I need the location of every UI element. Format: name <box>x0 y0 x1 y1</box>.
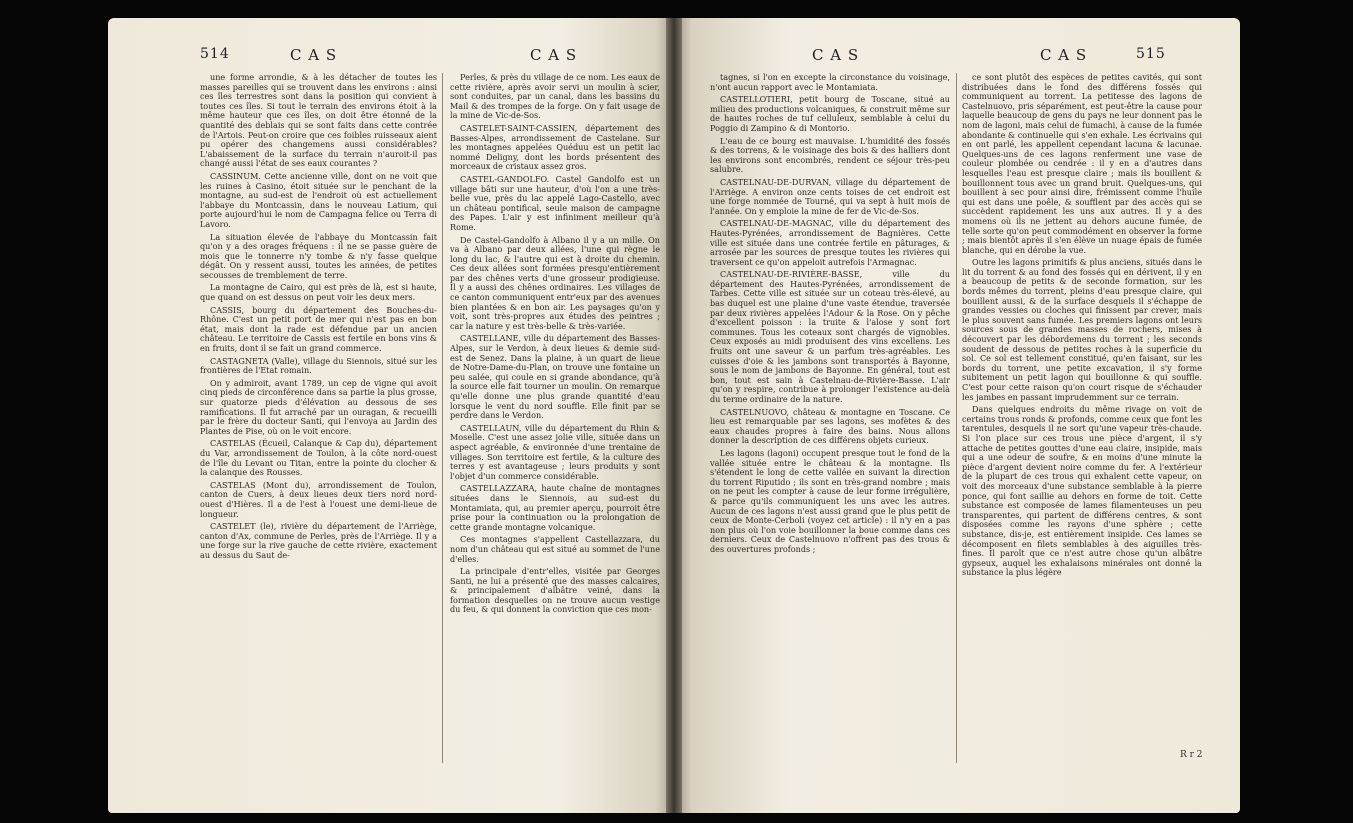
paragraph: CASTELLAUN, ville du département du Rhin & Moselle. C'est une assez jolie ville, située dans un aspect agréable, & environnée d'une trentaine de villages. Son territoire est fertile, & la culture des terres y est avantageuse ; leurs produits y sont l'objet d'un commerce considérable. <box>450 422 660 481</box>
paragraph: CASTELET-SAINT-CASSIEN, département des Basses-Alpes, arrondissement de Castelane. Sur les montagnes appelées Quéduu est un petit lac nommé Deligny, dont les bords présentent des morceaux de cristaux assez gros. <box>450 122 660 172</box>
paragraph: CASTELLAZZARA, haute chaîne de montagnes situées dans le Siennois, au sud-est du Montamiata, qui, au premier aperçu, pourroit être prise pour la continuation ou la prolongation de cette grande montagne volcanique. <box>450 483 660 532</box>
paragraph: CASTAGNETA (Valle), village du Siennois, situé sur les frontières de l'Etat romain. <box>200 355 437 376</box>
paragraph: De Castel-Gandolfo à Albano il y a un mille. On va à Albano par deux allées, l'une qui règne le long du lac, & l'autre qui est à droite du chemin. Ces deux allées sont formées presqu'entièrement par des chênes verts d'une grosseur prodigieuse. Il y a aussi des chênes ordinaires. Les villages de ce canton communiquent entr'eux par des avenues bien plantées & en bon air. Les paysages qu'on y voit, sont très-propres aux études des peintres ; car la nature y est très-belle & très-variée. <box>450 234 660 331</box>
paragraph: Perles, & près du village de ce nom. Les eaux de cette rivière, après avoir servi un moulin à scier, sont conduites, par un canal, dans les bassins du Mail & des trompes de la forge. On y fait usage de la mine de Vic-de-Sos. <box>450 73 660 121</box>
paragraph: CASTELAS (Écueil, Calanque & Cap du), département du Var, arrondissement de Toulon, à la côte nord-ouest de l'île du Levant ou Titan, entre la pointe du clocher & la calanque des Rousses. <box>200 438 437 478</box>
paragraph: La montagne de Cairo, qui est près de là, est si haute, que quand on est dessus on peut voir les deux mers. <box>200 282 437 303</box>
paragraph: tagnes, si l'on en excepte la circonstance du voisinage, n'ont aucun rapport avec le Montamiata. <box>710 73 950 92</box>
paragraph: Les lagons (lagoni) occupent presque tout le fond de la vallée située entre le château & la montagne. Ils s'étendent le long de cette vallée en suivant la direction du torrent Riputido ; ils sont en très-grand nombre ; mais on ne peut les compter à cause de leur forme irrégulière, & parce qu'ils communiquent les uns avec les autres. Aucun de ces lagons n'est aussi grand que le plus petit de ceux de Monte-Cerboli (voyez cet article) : il n'y en a pas non plus où l'on voie bouillonner la boue comme dans ces derniers. Ceux de Castelnuovo n'offrent pas des trous & des ouvertures profonds ; <box>710 447 950 554</box>
left-column-2 <box>450 73 660 763</box>
right-column-2 <box>962 73 1202 745</box>
paragraph: CASTELLOTIERI, petit bourg de Toscane, situé au milieu des productions volcaniques, & construit même sur de hautes roches de tuf celluleux, semblable à celui du Poggio di Zampino & di Montorio. <box>710 94 950 133</box>
paragraph: CASTELET (le), rivière du département de l'Arriège, canton d'Ax, commune de Perles, près de l'Arriège. Il y a une forge sur la rive gauche de cette rivière, exactement au dessus du Saut de- <box>200 521 437 560</box>
right-header-right: C A S <box>1040 46 1088 64</box>
right-header-left: C A S <box>812 46 860 64</box>
paragraph: CASTELLANE, ville du département des Basses-Alpes, sur le Verdon, à deux lieues & demie sud-est de Senez. Dans la plaine, à un quart de lieue de Notre-Dame-du-Plan, on trouve une fontaine un peu salée, qui coule en si grande abondance, qu'à la source elle fait tourner un moulin. On remarque qu'elle donne une plus grande quantité d'eau lorsque le vent du nord souffle. Elle finit par se perdre dans le Verdon. <box>450 333 660 421</box>
left-header-right: C A S <box>530 46 578 64</box>
paragraph: CASSIS, bourg du département des Bouches-du-Rhône. C'est un petit port de mer qui n'est pas en bon état, mais dont la rade est défendue par un ancien château. Le territoire de Cassis est fertile en bons vins & en fruits, dont il se fait un grand commerce. <box>200 304 437 354</box>
paragraph: L'eau de ce bourg est mauvaise. L'humidité des fossés & des torrens, & le voisinage des bois & des halliers dont les environs sont encombrés, rendent ce séjour très-peu salubre. <box>710 135 950 175</box>
paragraph: On y admiroit, avant 1789, un cep de vigne qui avoit cinq pieds de circonférence dans sa partie la plus grosse, sur quatorze pieds d'élévation au dessous de ses ramifications. Il fut arraché par un ouragan, & recueilli par le frère du docteur Santi, qui l'envoya au Jardin des Plantes de Pise, où on le voit encore. <box>200 377 437 436</box>
paragraph: CASSINUM. Cette ancienne ville, dont on ne voit que les ruines à Casino, étoit située sur le penchant de la montagne, au sud-est de l'endroit où est actuellement l'abbaye du Montcassin, dans le nouveau Latium, qui porte aujourd'hui le nom de Campagna felice ou Terra di Lavoro. <box>200 170 437 229</box>
right-column-1 <box>710 73 950 763</box>
paragraph: La situation élevée de l'abbaye du Montcassin fait qu'on y a des orages fréquens : il ne se passe guère de mois que le tonnerre n'y tombe & n'y fasse quelque dégât. On y ressent aussi, toutes les années, de petites secousses de tremblement de terre. <box>200 231 437 280</box>
paragraph: ce sont plutôt des espèces de petites cavités, qui sont distribuées dans le fond des différens fossés qui communiquent au torrent. La petitesse des lagons de Castelnuovo, pris séparément, est peut-être la cause pour laquelle beaucoup de gens du pays ne leur donnent pas le nom de lagoni, mais celui de fumachi, à cause de la fumée abondante & continuelle qui s'en exhale. Les écrivains qui en ont parlé, les appellent cependant lacuna & lacunae. Quelques-uns de ces lagons renferment une vase de couleur plombée ou cendrée : il y en a d'autres dans lesquelles l'eau est presque claire ; mais ils bouillent & bouillonnent tous avec un grand bruit. Quelques-uns, qui bouillent à sec pour ainsi dire, frémissent comme l'huile qui est dans une poêle, & soufflent par des accès qui se succèdent rapidement les uns aux autres. Il y a des momens où ils ne jettent au dehors aucune fumée, de telle sorte qu'on peut commodément en observer la forme ; mais bientôt après il s'en élève un nuage épais de fumée blanche, qui en dérobe la vue. <box>962 73 1202 255</box>
right-page-number: 515 <box>1136 46 1166 62</box>
column-rule <box>956 73 957 763</box>
paragraph: La principale d'entr'elles, visitée par Georges Santi, ne lui a présenté que des masses calcaires, & principalement d'albâtre veiné, dans la formation desquelles on ne trouve aucun vestige du feu, & qui donnent la conviction que ces mon- <box>450 566 660 615</box>
left-header-left: C A S <box>290 46 338 64</box>
paragraph: Dans quelques endroits du même rivage on voit de certains trous ronds & profonds, comme ceux que font les tarentules, desquels il ne sort qu'une vapeur très-chaude. Si l'on place sur ces trous une pièce d'argent, il s'y attache de petites gouttes d'une eau claire, insipide, mais qui a une odeur de soufre, & en moins d'une minute la pièce d'argent devient noire comme du fer. A l'extérieur de la plupart de ces trous qui exhalent cette vapeur, on voit des morceaux d'une substance semblable à la pierre ponce, qui font saillie au dehors en forme de toit. Cette substance est composée de lames filamenteuses un peu transparentes, qui partent de différens centres, & sont disposées comme les rayons d'une sphère ; cette substance, dis-je, est entièrement insipide. Ces lames se décomposent en filets semblables à des aiguilles très-fines. Il paroît que ce n'est autre chose qu'un albâtre gypseux, auquel les exhalaisons minérales ont donné la substance la plus légère <box>962 404 1202 578</box>
paragraph: CASTEL-GANDOLFO. Castel Gandolfo est un village bâti sur une hauteur, d'où l'on a une très-belle vue, près du lac appelé Lago-Castello, avec un château pontifical, seule maison de campagne des Papes. L'air y est infiniment meilleur qu'à Rome. <box>450 173 660 232</box>
left-page-number: 514 <box>200 46 230 62</box>
paragraph: CASTELNAU-DE-RIVIÈRE-BASSE, ville du département des Hautes-Pyrénées, arrondissement de Tarbes. Cette ville est située sur un coteau très-élevé, au bas duquel est une plaine d'une vaste étendue, traversée par deux rivières appelées l'Adour & la Rose. On y pêche d'excellent poisson : la truite & l'alose y sont fort communes. Tous les coteaux sont chargés de vignobles. Ceux exposés au midi produisent des vins excellens. Les fruits ont une saveur & un parfum très-agréables. Les cuisses d'oie & les jambons sont transportés à Bayonne, sous le nom de jambons de Bayonne. En général, tout est bon, tout est sain à Castelnau-de-Rivière-Basse. L'air qu'on y respire, contribue à prolonger l'existence au-delà du terme ordinaire de la nature. <box>710 269 950 404</box>
paragraph: une forme arrondie, & à les détacher de toutes les masses pareilles qui se trouvent dans les environs : ainsi ces îles terrestres sont dans la position qui convient à toutes ces îles. Si tout le terrain des environs étoit à la même hauteur que ces îles, on doit être étonné de la quantité des deblais qui se sont faits dans cette contrée de l'Artois. Peut-on croire que ces foibles ruisseaux aient pu opérer des changemens aussi considérables? L'abaissement de la surface du terrain n'auroit-il pas changé aussi l'état de ses eaux courantes ? <box>200 73 437 169</box>
left-column-1 <box>200 73 437 763</box>
book-binding <box>666 18 682 813</box>
paragraph: CASTELNUOVO, château & montagne en Toscane. Ce lieu est remarquable par ses lagons, ses mofètes & des eaux chaudes propres à faire des bains. Nous allons donner la description de ces différens objets curieux. <box>710 406 950 446</box>
paragraph: Ces montagnes s'appellent Castellazzara, du nom d'un château qui est situé au sommet de l'une d'elles. <box>450 534 660 564</box>
paragraph: CASTELNAU-DE-MAGNAC, ville du département des Hautes-Pyrénées, arrondissement de Bagnières. Cette ville est située dans une contrée fertile en pâturages, & arrosée par les sources de presque toutes les rivières qui traversent ce qu'on appeloit autrefois l'Armagnac. <box>710 218 950 267</box>
paragraph: CASTELNAU-DE-DURVAN, village du département de l'Arriège. A environ onze cents toises de cet endroit est une forge nommée de Tourné, qui va sept à huit mois de l'année. On y emploie la mine de fer de Vic-de-Sos. <box>710 176 950 216</box>
paragraph: Outre les lagons primitifs & plus anciens, situés dans le lit du torrent & au fond des fossés qui en dérivent, il y en a beaucoup de petits & de seconde formation, sur les bords mêmes du torrent, pleins d'eau presque claire, qui bouillent aussi, & de la surface desquels il s'échappe de grandes vessies ou cloches qui finissent par crever, mais le plus souvent sans fumée. Les premiers lagons ont leurs sources sous de grandes masses de rochers, mises à découvert par les débordemens du torrent ; les seconds soudent de dessous de petites roches à la superficie du sol. Ce sol est tellement constitué, qu'en faisant, sur les bords du torrent, une petite excavation, il s'y forme subitement un petit lagon qui bouillonne & qui souffle. C'est pour cette raison qu'on court risque de s'échauder les jambes en passant imprudemment sur ce terrain. <box>962 257 1202 402</box>
signature-mark: R r 2 <box>1180 750 1203 760</box>
paragraph: CASTELAS (Mont du), arrondissement de Toulon, canton de Cuers, à deux lieues deux tiers nord nord-ouest d'Hières. Il a de l'est à l'ouest une demi-lieue de longueur. <box>200 479 437 519</box>
column-rule <box>442 73 443 763</box>
